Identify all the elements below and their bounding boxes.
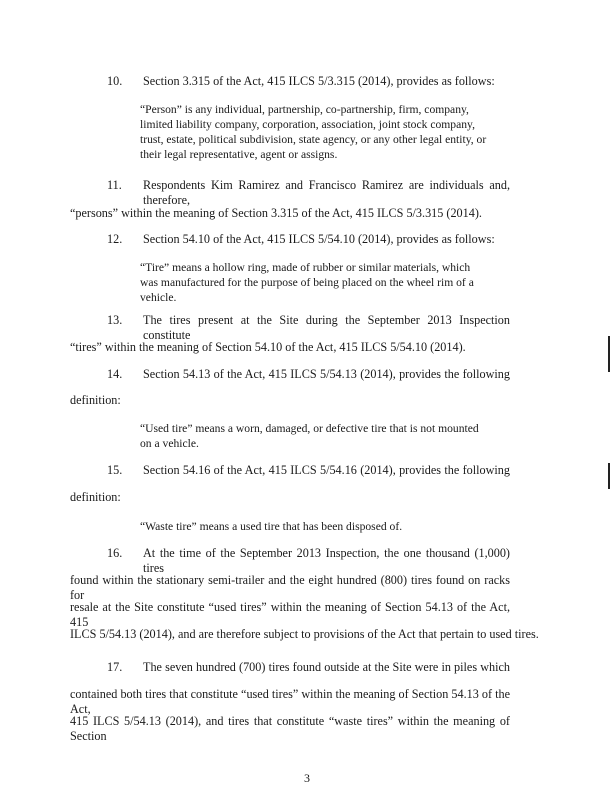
paragraph-14-line-2: definition: xyxy=(70,393,121,407)
paragraph-15-line-1: Section 54.16 of the Act, 415 ILCS 5/54.16 (2014), provides the following xyxy=(143,463,510,477)
paragraph-10-quote xyxy=(140,102,505,162)
quote-line: “Used tire” means a worn, damaged, or defective tire that is not mounted xyxy=(140,422,479,435)
quote-line: vehicle. xyxy=(140,291,177,304)
quote-line: on a vehicle. xyxy=(140,437,199,450)
paragraph-10-number: 10. xyxy=(107,74,123,88)
paragraph-15-quote xyxy=(140,519,505,534)
paragraph-14-quote xyxy=(140,421,505,451)
paragraph-16-line-1: At the time of the September 2013 Inspection, the one thousand (1,000) tires xyxy=(143,546,510,575)
paragraph-12-quote xyxy=(140,260,505,305)
paragraph-13-number: 13. xyxy=(107,313,123,327)
paragraph-10-text: Section 3.315 of the Act, 415 ILCS 5/3.315 (2014), provides as follows: xyxy=(143,74,495,88)
paragraph-11-line-2: “persons” within the meaning of Section 3.315 of the Act, 415 ILCS 5/3.315 (2014). xyxy=(70,206,482,220)
quote-line: their legal representative, agent or assigns. xyxy=(140,148,338,161)
paragraph-12-text: Section 54.10 of the Act, 415 ILCS 5/54.10 (2014), provides as follows: xyxy=(143,232,495,246)
paragraph-12-number: 12. xyxy=(107,232,123,246)
paragraph-16-line-3: resale at the Site constitute “used tires” within the meaning of Section 54.13 of the Act, 415 xyxy=(70,600,510,629)
paragraph-16-number: 16. xyxy=(107,546,123,560)
paragraph-14-number: 14. xyxy=(107,367,123,381)
paragraph-16-line-4: ILCS 5/54.13 (2014), and are therefore subject to provisions of the Act that pertain to used tires. xyxy=(70,627,539,641)
quote-line: “Tire” means a hollow ring, made of rubber or similar materials, which xyxy=(140,261,471,274)
quote-line: “Waste tire” means a used tire that has been disposed of. xyxy=(140,520,403,533)
quote-line: limited liability company, corporation, association, joint stock company, xyxy=(140,118,475,131)
paragraph-11-number: 11. xyxy=(107,178,122,192)
scan-edge-mark xyxy=(608,336,610,372)
quote-line: “Person” is any individual, partnership, co-partnership, firm, company, xyxy=(140,103,469,116)
paragraph-13-line-1: The tires present at the Site during the September 2013 Inspection constitute xyxy=(143,313,510,342)
paragraph-16-line-2: found within the stationary semi-trailer and the eight hundred (800) tires found on racks for xyxy=(70,573,510,602)
paragraph-14-line-1: Section 54.13 of the Act, 415 ILCS 5/54.13 (2014), provides the following xyxy=(143,367,510,381)
paragraph-15-number: 15. xyxy=(107,463,123,477)
quote-line: was manufactured for the purpose of being placed on the wheel rim of a xyxy=(140,276,474,289)
paragraph-17-line-1: The seven hundred (700) tires found outside at the Site were in piles which xyxy=(143,660,510,674)
paragraph-15-line-2: definition: xyxy=(70,490,121,504)
quote-line: trust, estate, political subdivision, state agency, or any other legal entity, or xyxy=(140,133,487,146)
paragraph-17-line-3: 415 ILCS 5/54.13 (2014), and tires that constitute “waste tires” within the meaning of Section xyxy=(70,714,510,743)
page-number: 3 xyxy=(304,771,310,785)
paragraph-13-line-2: “tires” within the meaning of Section 54.10 of the Act, 415 ILCS 5/54.10 (2014). xyxy=(70,340,466,354)
paragraph-17-line-2: contained both tires that constitute “used tires” within the meaning of Section 54.13 of the Act, xyxy=(70,687,510,716)
paragraph-17-number: 17. xyxy=(107,660,123,674)
scan-edge-mark xyxy=(608,463,610,489)
paragraph-11-line-1: Respondents Kim Ramirez and Francisco Ramirez are individuals and, therefore, xyxy=(143,178,510,207)
